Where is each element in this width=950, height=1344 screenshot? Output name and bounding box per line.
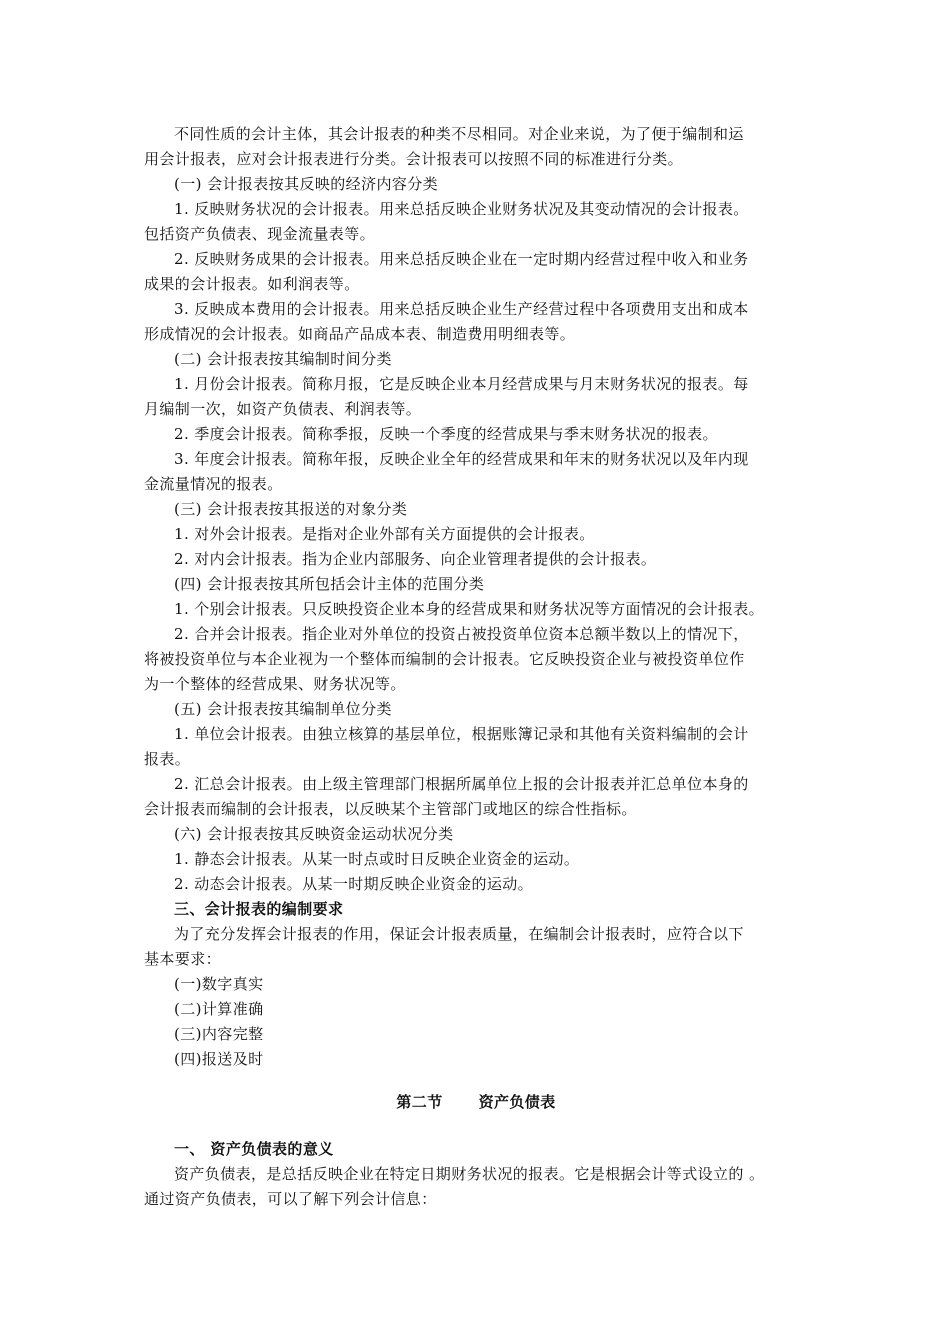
text-line: (四) 会计报表按其所包括会计主体的范围分类 (174, 575, 485, 593)
heading-line: 一、 资产负债表的意义 (174, 1140, 334, 1158)
text-line: (二) 会计报表按其编制时间分类 (174, 350, 392, 368)
text-line: 2. 季度会计报表。简称季报，反映一个季度的经营成果与季末财务状况的报表。 (174, 425, 718, 443)
text-line: 通过资产负债表，可以了解下列会计信息： (144, 1190, 437, 1208)
text-line: 2. 合并会计报表。指企业对外单位的投资占被投资单位资本总额半数以上的情况下， (174, 625, 749, 643)
text-line: 1. 对外会计报表。是指对企业外部有关方面提供的会计报表。 (174, 525, 595, 543)
text-line: (三)内容完整 (174, 1025, 264, 1043)
body-text-block-b (144, 1137, 808, 1212)
body-text-block-a (144, 122, 808, 1072)
text-line: 基本要求： (144, 950, 222, 968)
text-line: (六) 会计报表按其反映资金运动状况分类 (174, 825, 454, 843)
text-line: 月编制一次，如资产负债表、利润表等。 (144, 400, 422, 418)
text-line: (五) 会计报表按其编制单位分类 (174, 700, 392, 718)
text-line: 将被投资单位与本企业视为一个整体而编制的会计报表。它反映投资企业与被投资单位作 (144, 650, 745, 668)
text-line: 资产负债表，是总括反映企业在特定日期财务状况的报表。它是根据会计等式设立的 。 (174, 1165, 765, 1183)
text-line: 会计报表而编制的会计报表，以反映某个主管部门或地区的综合性指标。 (144, 800, 637, 818)
text-line: 1. 月份会计报表。简称月报，它是反映企业本月经营成果与月末财务状况的报表。每 (174, 375, 749, 393)
text-line: 1. 反映财务状况的会计报表。用来总括反映企业财务状况及其变动情况的会计报表。 (174, 200, 749, 218)
text-line: 形成情况的会计报表。如商品产品成本表、制造费用明细表等。 (144, 325, 576, 343)
section-title (144, 1090, 808, 1115)
text-line: 1. 单位会计报表。由独立核算的基层单位，根据账簿记录和其他有关资料编制的会计 (174, 725, 749, 743)
text-line: (一) 会计报表按其反映的经济内容分类 (174, 175, 439, 193)
text-line: 2. 汇总会计报表。由上级主管理部门根据所属单位上报的会计报表并汇总单位本身的 (174, 775, 749, 793)
text-line: 为一个整体的经营成果、财务状况等。 (144, 675, 406, 693)
text-line: 1. 个别会计报表。只反映投资企业本身的经营成果和财务状况等方面情况的会计报表。 (174, 600, 765, 618)
text-line: 1. 静态会计报表。从某一时点或时日反映企业资金的运动。 (174, 850, 580, 868)
text-line: 3. 年度会计报表。简称年报，反映企业全年的经营成果和年末的财务状况以及年内现 (174, 450, 749, 468)
text-line: 成果的会计报表。如利润表等。 (144, 275, 360, 293)
section-number: 第二节 (396, 1093, 443, 1111)
document-page (144, 122, 808, 1212)
text-line: 2. 对内会计报表。指为企业内部服务、向企业管理者提供的会计报表。 (174, 550, 657, 568)
text-line: (二)计算准确 (174, 1000, 264, 1018)
text-line: (四)报送及时 (174, 1050, 264, 1068)
text-line: 用会计报表，应对会计报表进行分类。会计报表可以按照不同的标准进行分类。 (144, 150, 684, 168)
text-line: 包括资产负债表、现金流量表等。 (144, 225, 376, 243)
text-line: 2. 反映财务成果的会计报表。用来总括反映企业在一定时期内经营过程中收入和业务 (174, 250, 749, 268)
text-line: 2. 动态会计报表。从某一时期反映企业资金的运动。 (174, 875, 534, 893)
text-line: 3. 反映成本费用的会计报表。用来总括反映企业生产经营过程中各项费用支出和成本 (174, 300, 749, 318)
text-line: (三) 会计报表按其报送的对象分类 (174, 500, 408, 518)
text-line: 金流量情况的报表。 (144, 475, 283, 493)
heading-line: 三、会计报表的编制要求 (174, 900, 344, 918)
text-line: 不同性质的会计主体，其会计报表的种类不尽相同。对企业来说，为了便于编制和运 (174, 125, 744, 143)
text-line: 为了充分发挥会计报表的作用，保证会计报表质量，在编制会计报表时，应符合以下 (174, 925, 744, 943)
text-line: 报表。 (144, 750, 191, 768)
text-line: (一)数字真实 (174, 975, 264, 993)
section-name: 资产负债表 (478, 1093, 556, 1111)
